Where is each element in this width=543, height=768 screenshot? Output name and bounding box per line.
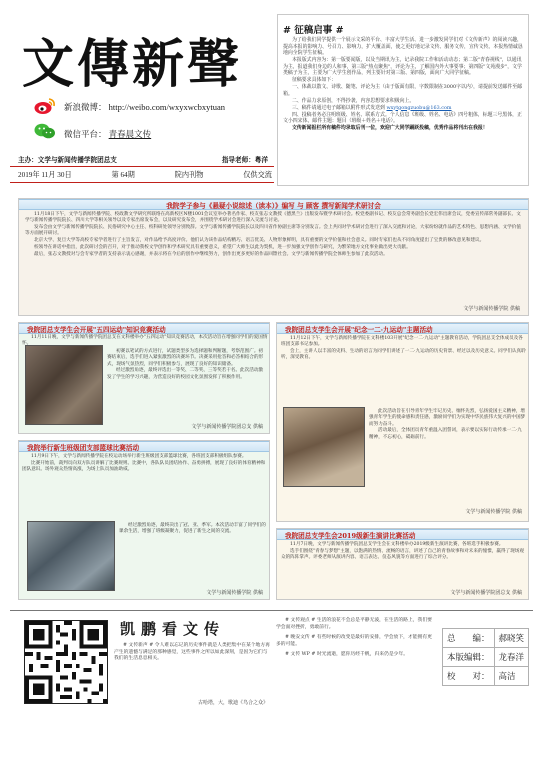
article-2 <box>18 322 270 434</box>
article-5 <box>276 528 529 600</box>
article-1-para: 最后，张志文教授对与会专家学者的支持表示衷心感谢，并表示将在今后的创作中继续努力，创作出更多更好的作品回馈社会。文学与新闻传播学院全体师生参加了此次活动。 <box>34 251 388 257</box>
article-5-para: 11月7日晚，文学与新闻传播学院团总支学生会在文科楼举办2019级新生演讲比赛，各班选手积极参赛。 <box>290 542 504 547</box>
article-2-para: 经过激烈角逐，最终评选出一等奖、二等奖、三等奖若干名。此次活动激发了学生的学习兴趣，为营造良好的校园文化氛围发挥了积极作用。 <box>107 368 264 380</box>
article-3-photo <box>283 407 365 487</box>
qr-code[interactable] <box>24 620 108 704</box>
article-5-title: 我院团总支学生会2019级新生演讲比赛活动 <box>285 531 416 540</box>
weibo-link[interactable]: http://weibo.com/wxyxwcbxytuan <box>108 102 226 112</box>
article-4-title: 我院举行新生班级团支部篮球比赛活动 <box>27 443 140 452</box>
article-4-para: 经过激烈角逐，最终决出了冠、亚、季军。本次活动丰富了同学们的课余生活，增强了班级凝聚力，促进了新生之间的交流。 <box>119 523 266 535</box>
advisor-info: 指导老师：粤洋 <box>221 156 268 164</box>
article-1-credit: 文学与新闻传播学院 供稿 <box>463 306 520 312</box>
article-4-banner <box>19 441 269 452</box>
weibo-icon <box>34 97 56 115</box>
masthead-title: 文傳新聲 <box>22 34 243 95</box>
quote-item: # 文传观点 # 生活的浪花不会总是平静无波，在生活的路上，我们要学会面对挫折，勇敢前行。 <box>276 618 432 630</box>
proofreader: 高洁 <box>494 667 529 686</box>
article-2-title: 我院团总支学生会开展"五四运动"知识竞赛活动 <box>27 325 166 334</box>
reading-title: 凯鹏看文传 <box>120 620 226 638</box>
article-2-banner <box>19 323 269 334</box>
article-3-banner <box>277 323 528 334</box>
article-3-para: 会上，主讲人以丰富的史料、生动的语言为同学们讲述了一二·九运动的历史背景、经过以及历史意义。同学们认真聆听，深受教育。 <box>281 349 526 361</box>
cfp-para: 三、稿件请通过电子邮箱以附件形式发送到 <box>292 104 387 111</box>
proofreader-label: 校 对： <box>443 667 495 686</box>
page-editor: 龙春洋 <box>494 648 529 667</box>
cfp-para: 二、作品力求原创，不得抄袭，内容思想要求积极向上。 <box>292 97 415 104</box>
article-4-para: 比赛开始前，裁判员向双方队员讲解了比赛规则。比赛中，各队队员团结协作、奋勇拼搏，展现了良好的体育精神和团队意识。场外观众热情高涨，为场上队员加油助威。 <box>22 460 266 473</box>
quote-item: # 晚安文传 # 有些时候的改变是最好的安排，学会放下，才能拥有更多的可能。 <box>276 635 432 647</box>
issue-note: 仅供交流 <box>243 171 272 179</box>
cfp-para: 一、体裁以散文、诗歌、随笔、评论为主（由于版面有限，字数限制在3000字以内），请提前发送邮件至邮箱。 <box>283 84 523 97</box>
article-5-para: 选手们围绕"青春与梦想"主题，以饱满的热情、流畅的语言，讲述了自己的青春故事和对未来的憧憬，赢得了现场观众的阵阵掌声。评委老师从演讲内容、语言表达、仪态风貌等方面进行了综合评分。 <box>281 548 524 561</box>
article-5-credit: 文学与新闻传播学院团总支 供稿 <box>450 590 522 596</box>
article-5-banner <box>277 529 528 540</box>
article-3 <box>276 322 529 522</box>
article-2-credit: 文学与新闻传播学院团总支 供稿 <box>191 424 263 430</box>
wechat-label: 微信平台： <box>64 129 107 139</box>
article-3-para: 11月12日下午，文学与新闻传播学院在文科楼103开展"纪念一二·九运动"主题教育活动，学院团总支全体成员及各班团支部书记参加。 <box>281 336 523 348</box>
cfp-para: 征稿要求具体如下： <box>292 77 337 83</box>
reading-body: # 文传新声 # 令人难以忘记的历史事件就是人类把集中在某个地方再产生的遗憾与满足的那种感觉，这些事件之所以如此深刻，是因为它们与我们的生活息息相关。 <box>114 643 270 662</box>
cfp-para: 四、投稿者务必注明班级、姓名、联系方式。个人信息《班级、姓名、电话》四号粗体，标题三号黑体，正文小四宋体，邮件主题：题目（班级＋姓名＋电话）。 <box>283 111 522 124</box>
article-3-credit: 文学与新闻传播学院 供稿 <box>465 509 522 515</box>
call-for-papers <box>277 14 529 186</box>
cfp-para: 本报版式内容为：第一版要闻版，以及当期讯为主，记录我院工作和活动动态；第二版"青春视线"，以通讯为主，报道我们身边的人和事，第三版"热点聚焦"，评论为主，了解国内外大事要事；第四版"文苑漫步"，文学类稿子为主，主要为广大学生创作品，列主要针对第三版、第四版，面向广大同学征稿。 <box>283 57 522 76</box>
cfp-closing: 文传新闻报栏所有稿件均录取后刊一位，欢迎广大同学踊跃投稿，优秀作品将刊出在我报！ <box>292 125 488 131</box>
reading-corner <box>114 618 270 714</box>
article-1-para: 11月18日下午，文学与新闻传播学院、校政教文学研究所联络在高新校区N楼1001会议室举办著名作家、校友张志文教授《德黑兰》出版发布暨学术研讨会。校党委副书记、校友总会常务副会长党宏伟出席会议，党委宣传部常务副部长、文学与新闻传播学院院长、四川大学等相关领导以及专家出席发布会，以及研究发布会，并围绕学术研讨会进行深入交流与讨论。 <box>25 212 521 224</box>
wechat-icon <box>34 122 56 140</box>
issue-date: 2019年 11月 30日 <box>18 171 72 179</box>
page-editor-label: 本版编辑： <box>443 648 495 667</box>
call-for-papers-title: # 征稿启事 # <box>283 25 344 36</box>
article-2-para: 初赛以笔试的方式进行，试题类型多为选择题和判断题，考察范围广。初赛结束后，选手们进入紧张激烈的决赛环节。决赛采用抢答和必答相结合的形式，现场气氛热烈，同学们积极参与，展现了良好的知识储备。 <box>107 349 264 367</box>
issue-number: 第 64期 <box>111 171 135 179</box>
article-1-title: 我院学子参与《悬疑小说综述（读本）》编写 与 顾客 撰写新闻学术研讨会 <box>166 201 381 210</box>
quotes-column <box>276 618 436 738</box>
article-1-banner <box>19 199 528 210</box>
bottom-divider <box>10 610 533 611</box>
article-2-photo <box>25 345 103 425</box>
article-4-photo <box>27 521 115 591</box>
article-1-para: 发布会由文学与新闻传播学院院长、民俗研究中心主任、校科研处领导分别致辞。文学与新闻传播学院院长以及四川省作协副主席等分别发言。会上共同对学术研讨会进行了深入交流和讨论，大家纷纷就作品的艺术特色、思想内涵、文学价值等方面展开研讨。 <box>25 225 521 237</box>
article-3-para: 此次活动旨在引导青年学生牢记历史、缅怀先烈，弘扬爱国主义精神，增强青年学生的使命感和责任感，激励同学们为实现中华民族伟大复兴的中国梦而努力奋斗。 <box>369 409 526 427</box>
article-3-para: 活动最后，全体团员青年重温入团誓词，表示要以实际行动传承一二·九精神，不忘初心，砥砺前行。 <box>369 428 522 440</box>
weibo-label: 新浪微博： <box>64 102 107 112</box>
reading-credit: 古哈塔，大，歌迪《鸟合之众》 <box>197 700 268 706</box>
cfp-para: 为了给我们同学提供一个展示文采的平台、丰富大学生活、进一步激发同学们对《文传新声》的阅读兴趣，提高本报的影响力、号召力、影响力，扩大覆盖面，使之更好地记录文传、服务文传，宣传文传。本报热情诚恳地向全院学生征稿。 <box>283 37 523 56</box>
quote-item: # 文传 WP # 时光流逝，愿你历经千帆，归来仍是少年。 <box>285 652 409 658</box>
chief-editor-label: 总 编： <box>443 629 495 648</box>
wechat-name[interactable]: 青春晨文传 <box>108 129 152 139</box>
article-3-title: 我院团总支学生会开展"纪念一二·九运动"主题活动 <box>285 325 433 334</box>
article-1-para: 校领导在讲话中指出，此次研讨会的召开，对于推动我校文学创作和学术研究具有重要意义，希望广大师生以此为契机，进一步加强文学创作与研究，为繁荣地方文化事业做出更大贡献。 <box>34 244 411 250</box>
article-1-para: 北京大学、复旦大学等高校专家学者进行了主旨发言，对作品给予高度评价。他们认为该作品结构精巧、语言优美、人物形象鲜明，具有重要的文学价值和社会意义。同时专家们也从不同角度提出了宝贵的修改意见和建议。 <box>34 238 485 244</box>
staff-table <box>442 628 529 686</box>
issue-circulation: 院内刊物 <box>174 171 204 179</box>
cfp-email[interactable]: wxytgongzuobu@163.com <box>386 104 452 111</box>
article-4-para: 11月9日下午，文学与新闻传播学院在校运动场举行新生班级团支部篮球比赛，各班团支部积极组队参赛。 <box>31 454 247 459</box>
chief-editor: 郝晓笑 <box>494 629 529 648</box>
article-2-para: 11月11日晚，文学与新闻传播学院团总支在文科楼举办"五四运动"知识竞赛活动，本次活动旨在增强同学们的爱国情怀。 <box>22 335 268 347</box>
article-4-credit: 文学与新闻传播学院 供稿 <box>206 590 263 596</box>
article-1 <box>18 198 529 316</box>
host-info: 主办：文学与新闻传播学院团总支 <box>18 156 117 164</box>
article-4 <box>18 440 270 600</box>
